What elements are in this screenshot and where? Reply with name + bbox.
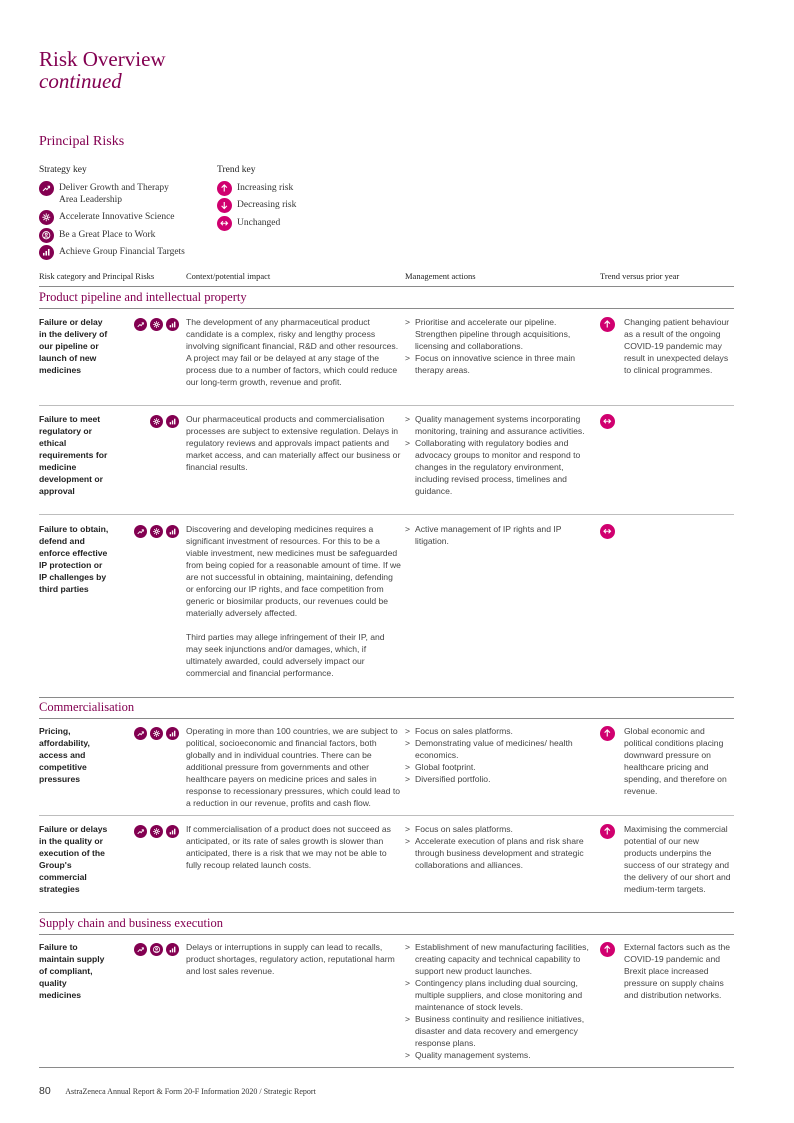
strategy-key-item [39,245,185,260]
bar-chart-icon [166,318,179,331]
arrow-up-icon [600,317,615,332]
strategy-key-label: Accelerate Innovative Science [59,212,175,222]
management-action: > Demonstrating value of medicines/ health economics. [405,737,595,761]
growth-chart-icon [134,825,147,838]
management-action: > Prioritise and accelerate our pipeline. Strengthen pipeline through acquisitions, licensing and collaborations. [405,316,595,352]
science-icon [39,210,54,225]
trend-key-label: Decreasing risk [237,200,297,210]
people-icon [39,228,54,243]
management-action: > Focus on sales platforms. [405,725,595,737]
risk-name: Failure to maintain supply of compliant, quality medicines [39,942,105,1000]
strategy-icons [150,415,179,428]
management-actions [405,413,595,497]
growth-chart-icon [134,727,147,740]
bar-chart-icon [166,825,179,838]
science-icon [150,727,163,740]
management-action: > Accelerate execution of plans and risk share through business development and strategic collaborations and alliances. [405,835,595,871]
science-icon [150,825,163,838]
bar-chart-icon [166,525,179,538]
science-icon [150,525,163,538]
divider [39,405,734,406]
growth-chart-icon [134,318,147,331]
management-action: > Business continuity and resilience initiatives, disaster and data recovery and emergency response plans. [405,1013,595,1049]
risk-context: Our pharmaceutical products and commercialisation processes are subject to extensive regulation. Delays in regulatory reviews and approvals impact patients and market access, and can materially affect our business or financial results. [186,414,401,472]
risk-context: If commercialisation of a product does not succeed as anticipated, or its rate of sales growth is slower than anticipated, there is a risk that we may not be able to fully recoup related launch costs. [186,824,391,870]
column-header-context: Context/potential impact [186,271,271,281]
page-subtitle: continued [39,69,122,93]
category-heading: Supply chain and business execution [39,916,223,930]
strategy-icons [134,318,179,331]
divider [39,718,734,719]
risk-context: Delays or interruptions in supply can lead to recalls, product shortages, regulatory action, reputational harm and lost sales revenue. [186,942,395,976]
management-action: > Collaborating with regulatory bodies and advocacy groups to monitor and respond to changes in the regulatory environment, including revised process, timelines and guidance. [405,437,595,497]
people-icon [150,943,163,956]
trend-key-item [217,181,293,196]
column-header-risk: Risk category and Principal Risks [39,271,155,281]
science-icon [150,415,163,428]
trend-key-item [217,216,280,231]
bar-chart-icon [39,245,54,260]
bar-chart-icon [166,415,179,428]
strategy-icons [134,825,179,838]
arrows-horizontal-icon [600,414,615,429]
trend-text: Changing patient behaviour as a result of the ongoing COVID-19 pandemic may result in unexpected delays to clinical programmes. [624,317,730,375]
arrows-horizontal-icon [217,216,232,231]
management-action: > Focus on innovative science in three main therapy areas. [405,352,595,376]
strategy-key-label: Be a Great Place to Work [59,230,156,240]
science-icon [150,318,163,331]
risk-name: Failure or delays in the quality or execution of the Group's commercial strategies [39,824,108,894]
strategy-key-item [39,181,179,206]
strategy-key-item [39,210,175,225]
table-column-headers [39,271,734,285]
management-action: > Establishment of new manufacturing facilities, creating capacity and technical capability to support new product launches. [405,941,595,977]
divider [39,934,734,935]
management-actions [405,725,595,785]
risk-name: Failure to meet regulatory or ethical requirements for medicine development or approval [39,414,108,496]
strategy-key-label: Achieve Group Financial Targets [59,247,185,257]
management-actions [405,941,595,1061]
management-action: > Focus on sales platforms. [405,823,595,835]
strategy-key-item [39,228,155,243]
strategy-icons [134,727,179,740]
risk-context: Operating in more than 100 countries, we are subject to political, socioeconomic and financial factors, both globally and in individual countries. There can be additional pressure from governments and other healthcare payers on medicine prices and sales in response to recessionary pressures, which could lead to a reduction in our revenue, profits and cash flow. [186,726,401,808]
management-actions [405,823,595,871]
risk-name: Failure or delay in the delivery of our pipeline or launch of new medicines [39,317,108,375]
arrows-horizontal-icon [600,524,615,539]
trend-key-item [217,198,296,213]
trend-key-label: Increasing risk [237,183,294,193]
page-number: 80 [39,1085,51,1097]
arrow-down-icon [217,198,232,213]
management-action: > Active management of IP rights and IP litigation. [405,523,595,547]
column-header-management: Management actions [405,271,476,281]
arrow-up-icon [600,824,615,839]
strategy-icons [134,943,179,956]
growth-chart-icon [134,943,147,956]
trend-text: Global economic and political conditions placing downward pressure on healthcare pricing and spending, and therefore on revenue. [624,726,727,796]
arrow-up-icon [217,181,232,196]
management-action: > Quality management systems incorporating monitoring, training and assurance activities. [405,413,595,437]
growth-chart-icon [134,525,147,538]
trend-key-heading: Trend key [217,165,256,175]
page-title: Risk Overview [39,47,166,71]
divider [39,308,734,309]
category-heading: Product pipeline and intellectual property [39,290,247,304]
risk-context: The development of any pharmaceutical product candidate is a complex, risky and lengthy process involving significant financial, R&D and other resources. A project may fail or be delayed at any stage of the process due to a number of factors, which could reduce our long-term growth, revenue and profit. [186,317,399,387]
trend-text: Maximising the commercial potential of our new products underpins the success of our strategy and the delivery of our short and medium-term targets. [624,824,731,894]
arrow-up-icon [600,726,615,741]
growth-chart-icon [39,181,54,196]
divider [39,514,734,515]
trend-text: External factors such as the COVID-19 pandemic and Brexit place increased pressure on supply chains and distribution networks. [624,942,731,1000]
divider [39,697,734,698]
bar-chart-icon [166,727,179,740]
section-heading: Principal Risks [39,134,125,149]
category-heading: Commercialisation [39,700,135,714]
bar-chart-icon [166,943,179,956]
footer-text: AstraZeneca Annual Report & Form 20-F Information 2020 / Strategic Report [65,1087,316,1096]
management-action: > Quality management systems. [405,1049,595,1061]
column-header-trend: Trend versus prior year [600,271,680,281]
management-actions [405,523,595,547]
risk-context: Discovering and developing medicines requires a significant investment of resources. For this to be a viable investment, new medicines must be safeguarded from being copied for a reasonable amount of time. If we are not successful in obtaining, maintaining, defending or enforcing our IP rights, and face competition from generic or biosimilar products, our revenues could be materially adversely affected. Third parties may allege infringement of their IP, and may seek injunctions and/or damages, which, if ultimately awarded, could adversely impact our commercial and financial performance. [186,524,401,678]
strategy-key-label: Deliver Growth and Therapy Area Leadership [59,183,169,205]
management-action: > Diversified portfolio. [405,773,595,785]
risk-name: Pricing, affordability, access and competitive pressures [39,726,90,784]
arrow-up-icon [600,942,615,957]
risk-name: Failure to obtain, defend and enforce effective IP protection or IP challenges by third parties [39,524,109,594]
management-action: > Contingency plans including dual sourcing, multiple suppliers, and close monitoring and maintenance of stock levels. [405,977,595,1013]
divider [39,286,734,287]
divider [39,815,734,816]
management-actions [405,316,595,376]
strategy-key-heading: Strategy key [39,165,87,175]
strategy-icons [134,525,179,538]
divider [39,912,734,913]
divider [39,1067,734,1068]
management-action: > Global footprint. [405,761,595,773]
page-footer [39,1085,316,1097]
trend-key-label: Unchanged [237,218,281,228]
